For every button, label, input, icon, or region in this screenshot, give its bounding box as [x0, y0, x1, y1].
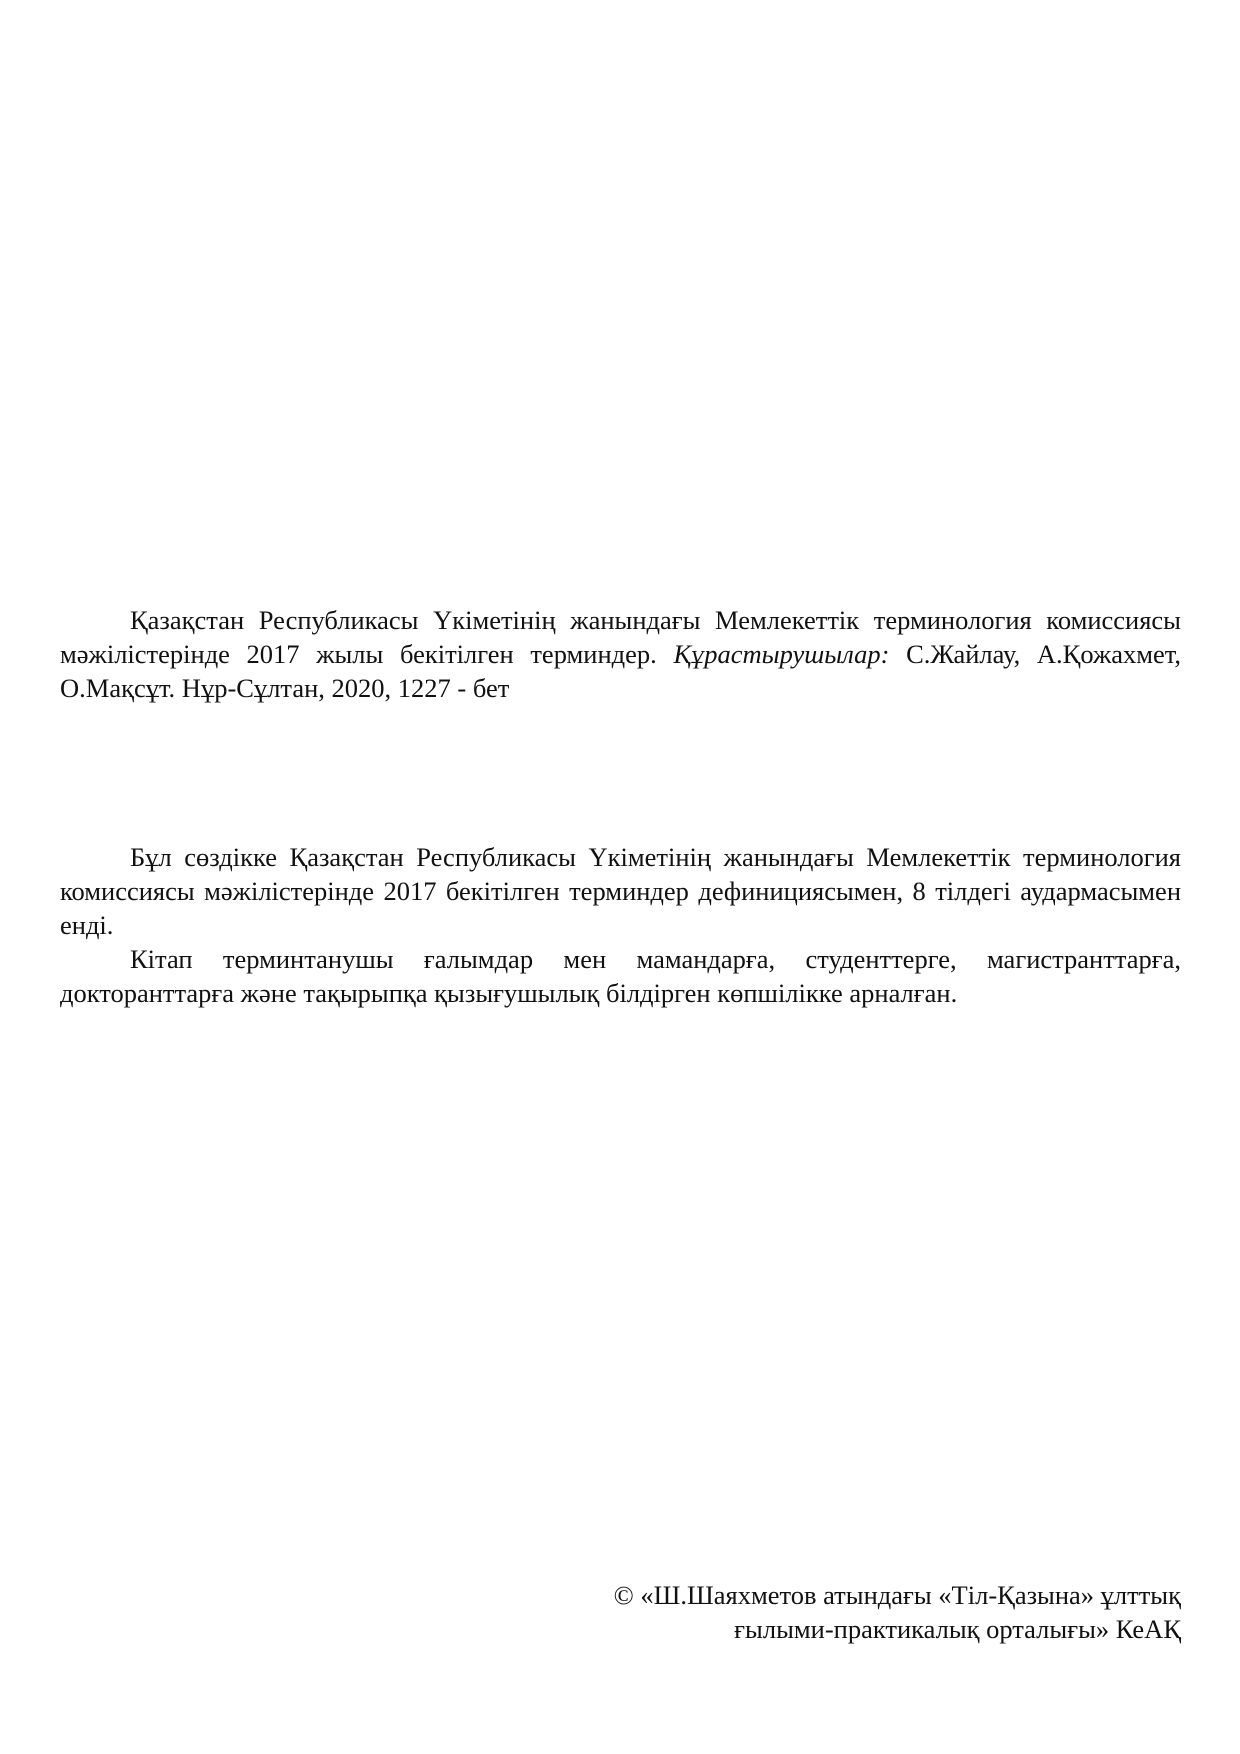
bibliographic-description [60, 603, 1181, 705]
compilers-label: Құрастырушылар: [673, 639, 890, 669]
compilers-text: С.Жайлау, А.Қожахмет, О.Мақсұт. Нұр-Сұлтан, 2020, 1227 - бет [60, 639, 1182, 703]
copyright-notice [581, 1578, 1181, 1646]
bibliographic-text: Қазақстан Республикасы Үкіметінің жанындағы Мемлекеттік терминология комиссиясы мәжілістерінде 2017 жылы бекітілген терминдер. [60, 605, 1181, 669]
bibliographic-paragraph [60, 603, 1181, 705]
copyright-line-2: ғылыми-практикалық орталығы» КеАҚ [734, 1614, 1181, 1644]
annotation-paragraph-2: Кітап терминтанушы ғалымдар мен мамандарға, студенттерге, магистранттарға, докторанттарға және тақырыпқа қызығушылық білдірген көпшілікке арналған. [60, 944, 1181, 1008]
annotation [60, 840, 1181, 1010]
annotation-paragraph-1: Бұл сөздікке Қазақстан Республикасы Үкіметінің жанындағы Мемлекеттік терминология комиссиясы мәжілістерінде 2017 бекітілген терминдер дефинициясымен, 8 тілдегі аудармасымен енді. [60, 842, 1181, 940]
copyright-line-1: © «Ш.Шаяхметов атындағы «Тіл-Қазына» ұлттық [613, 1580, 1181, 1610]
